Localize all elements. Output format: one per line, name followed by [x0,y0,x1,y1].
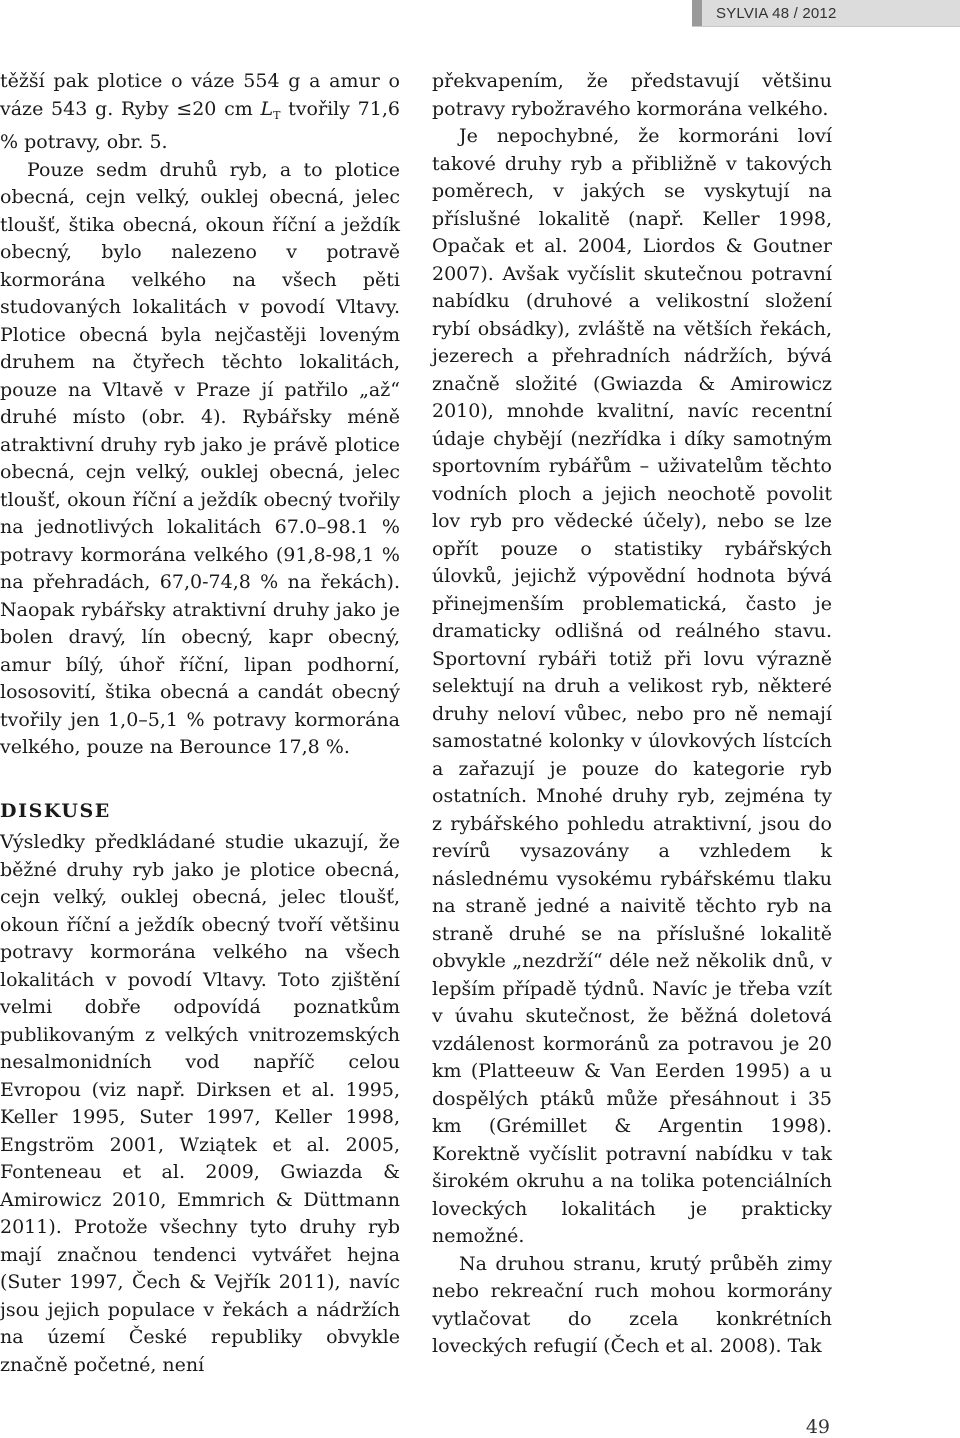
right-paragraph-2: Je nepochybné, že kormoráni loví takové druhy ryb a přibližně v takových poměrech, v jakých se vyskytují na příslušné lokalitě (např. Keller 1998, Opačak et al. 2004, Liordos & Goutner 2007). Avšak vyčíslit skutečnou potravní nabídku (druhové a velikostní složení rybí obsádky), zvláště na větších řekách, jezerech a přehradních nádržích, bývá značně složité (Gwiazda & Amirowicz 2010), mnohde kvalitní, navíc recentní údaje chybějí (nezřídka i díky samotným sportovním rybářům – uživatelům těchto vodních ploch a jejich neochotě povolit lov ryb pro vědecké účely), nebo se lze opřít pouze o statistiky rybářských úlovků, jejichž výpovědní hodnota bývá přinejmenším problematická, často je dramaticky odlišná od reálného stavu. Sportovní rybáři totiž při lovu výrazně selektují na druh a velikost ryb, některé druhy neloví vůbec, nebo pro ně nemají samostatné kolonky v úlovkových lístcích a zařazují je pouze do kategorie ryb ostatních. Mnohé druhy ryb, zejména ty z rybářského pohledu atraktivní, jsou do revírů vysazovány a vzhledem k následnému vysokému rybářskému tlaku na straně jedné a naivitě těchto ryb na straně druhé se na příslušné lokalitě obvykle „nezdrží“ déle než několik dnů, v lepším případě týdnů. Navíc je třeba vzít v úvahu skutečnost, že běžná doletová vzdálenost kormoránů za potravou je 20 km (Platteeuw & Van Eerden 1995) a u dospělých ptáků může přesáhnout i 35 km (Grémillet & Argentin 1998). Korektně vyčíslit potravní nabídku v tak širokém okruhu a na tolika potenciálních loveckých lokalitách je prakticky nemožné. [432,125,832,1247]
section-heading-discussion: DISKUSE [0,799,111,822]
page-number: 49 [805,1416,830,1438]
left-paragraph-2: Pouze sedm druhů ryb, a to plotice obecná, cejn velký, ouklej obecná, jelec tloušť, štika obecná, okoun říční a ježdík obecný, bylo nalezeno v potravě kormorána velkého na všech pěti studovaných lokalitách v povodí Vltavy. Plotice obecná byla nejčastěji loveným druhem na čtyřech těchto lokalitách, pouze na Vltavě v Praze jí patřilo „až“ druhé místo (obr. 4). Rybářsky méně atraktivní druhy ryb jako je právě plotice obecná, cejn velký, ouklej obecná, jelec tloušť, okoun říční a ježdík obecný tvořily na jednotlivých lokalitách 67.0–98.1 % potravy kormorána velkého (91,8-98,1 % na přehradách, 67,0-74,8 % na řekách). Naopak rybářsky atraktivní druhy jako je bolen dravý, lín obecný, kapr obecný, amur bílý, úhoř říční, lipan podhorní, lososovití, štika obecná a candát obecný tvořily jen 1,0–5,1 % potravy kormorána velkého, pouze na Berounce 17,8 %. [0,158,400,758]
left-paragraph-3: Výsledky předkládané studie ukazují, že běžné druhy ryb jako je plotice obecná, cejn velký, ouklej obecná, jelec tloušť, okoun říční a ježdík obecný tvoří většinu potravy kormorána velkého na všech lokalitách v povodí Vltavy. Toto zjištění velmi dobře odpovídá poznatkům publikovaným z velkých vnitrozemských nesalmonidních vod napříč celou Evropou (viz např. Dirksen et al. 1995, Keller 1995, Suter 1997, Keller 1998, Engström 2001, Wziątek et al. 2005, Fonteneau et al. 2009, Gwiazda & Amirowicz 2010, Emmrich & Düttmann 2011). Protože všechny tyto druhy ryb mají značnou tendenci vytvářet hejna (Suter 1997, Čech & Vejřík 2011), navíc jsou jejich populace v řekách a nádržích na území České republiky obvykle značně početné, není [0,831,400,1376]
header-accent-bar [692,0,702,26]
left-paragraph-1 [0,68,400,157]
left-paragraph-1-text-a: těžší pak plotice o váze 554 g a amur o váze 543 g. Ryby ≤20 cm [0,70,400,120]
right-paragraph-3: Na druhou stranu, krutý průběh zimy nebo rekreační ruch mohou kormorány vytlačovat do zcela konkrétních loveckých refugií (Čech et al. 2008). Tak [432,1252,832,1357]
left-paragraph-1-text-b: tvořily 71,6 % potravy, obr. 5. [0,97,400,153]
length-subscript: T [273,108,281,122]
journal-title: SYLVIA 48 / 2012 [716,4,837,22]
right-paragraph-1: překvapením, že představují většinu potravy rybožravého kormorána velkého. [432,70,832,120]
left-column [0,68,400,1379]
length-symbol: L [260,97,274,120]
journal-header [692,0,960,27]
right-column [432,68,832,1361]
